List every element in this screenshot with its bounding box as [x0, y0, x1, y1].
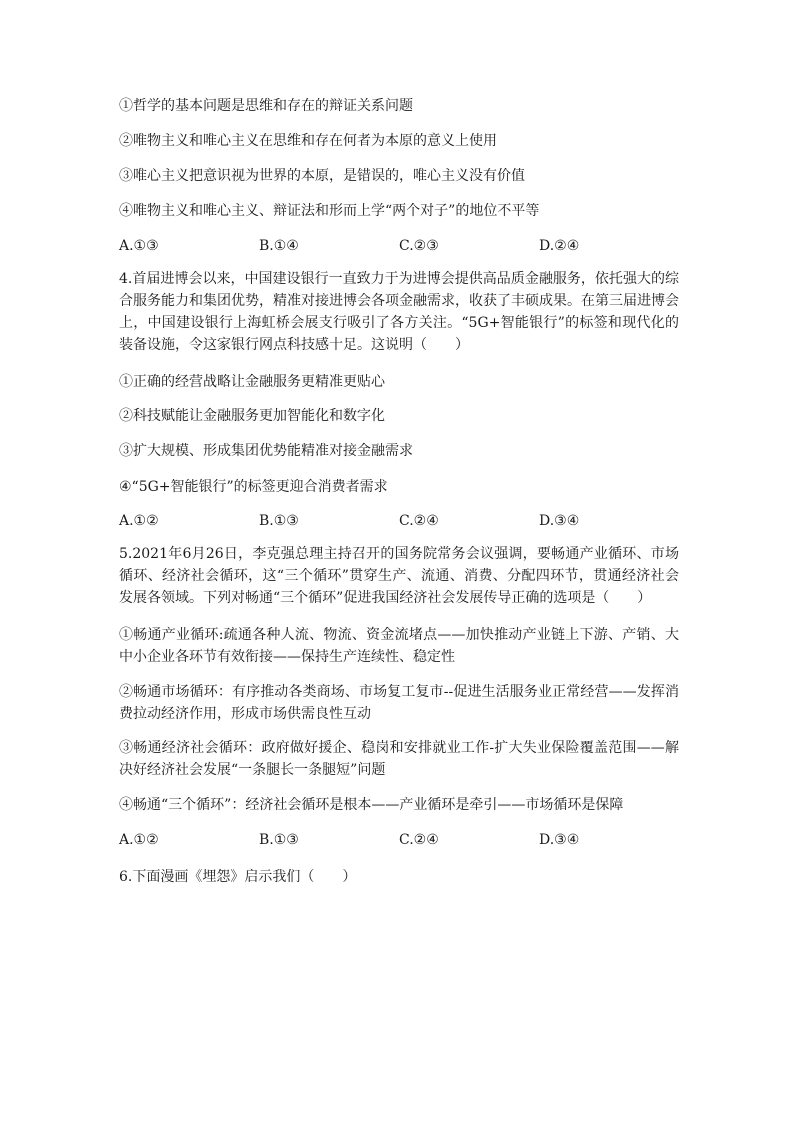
q5-option-d: D.③④	[539, 832, 580, 848]
q3-statement-2: ②唯物主义和唯心主义在思维和存在何者为本原的意义上使用	[119, 133, 497, 149]
q5-statement-1: ①畅通产业循环:疏通各种人流、物流、资金流堵点——加快推动产业链上下游、产销、大中小企业各环节有效衔接——保持生产连续性、稳定性	[119, 627, 679, 665]
q4-option-a: A.①②	[119, 513, 159, 529]
q4-stem: 4.首届进博会以来，中国建设银行一直致力于为进博会提供高品质金融服务，依托强大的综合服务能力和集团优势，精准对接进博会各项金融需求，收获了丰硕成果。在第三届进博会上，中国建设银行上海虹桥会展支行吸引了各方关注。“5G+智能银行”的标签和现代化的装备设施，令这家银行网点科技感十足。这说明（ ）	[119, 271, 679, 353]
q4-option-d: D.③④	[539, 513, 580, 529]
q4-statement-4: ④“5G+智能银行”的标签更迎合消费者需求	[119, 479, 388, 495]
q3-statement-3: ③唯心主义把意识视为世界的本原，是错误的，唯心主义没有价值	[119, 168, 525, 184]
q5-options	[119, 829, 679, 851]
q5-option-c: C.②④	[399, 832, 439, 848]
q5-statement-4: ④畅通“三个循环”：经济社会循环是根本——产业循环是牵引——市场循环是保障	[119, 797, 624, 813]
q3-option-b: B.①④	[259, 238, 299, 254]
q3-option-a: A.①③	[119, 238, 159, 254]
q5-option-b: B.①③	[259, 832, 299, 848]
q4-option-c: C.②④	[399, 513, 439, 529]
q4-statement-2: ②科技赋能让金融服务更加智能化和数字化	[119, 408, 385, 424]
q3-statement-1: ①哲学的基本问题是思维和存在的辩证关系问题	[119, 98, 413, 114]
q5-option-a: A.①②	[119, 832, 159, 848]
q5-statement-2: ②畅通市场循环：有序推动各类商场、市场复工复市--促进生活服务业正常经营——发挥消费拉动经济作用，形成市场供需良性互动	[119, 684, 679, 722]
q4-statement-3: ③扩大规模、形成集团优势能精准对接金融需求	[119, 443, 413, 459]
q3-option-d: D.②④	[539, 238, 580, 254]
q3-options	[119, 235, 679, 257]
q4-statement-1: ①正确的经营战略让金融服务更精准更贴心	[119, 374, 385, 390]
q4-options	[119, 510, 679, 532]
q3-option-c: C.②③	[399, 238, 439, 254]
q3-statement-4: ④唯物主义和唯心主义、辩证法和形而上学“两个对子”的地位不平等	[119, 203, 540, 219]
q5-stem: 5.2021年6月26日，李克强总理主持召开的国务院常务会议强调，要畅通产业循环、市场循环、经济社会循环，这“三个循环”贯穿生产、流通、消费、分配四环节，贯通经济社会发展各领域。下列对畅通“三个循环”促进我国经济社会发展传导正确的选项是（ ）	[119, 546, 679, 606]
q6-stem: 6.下面漫画《埋怨》启示我们（ ）	[119, 869, 357, 885]
q5-statement-3: ③畅通经济社会循环：政府做好援企、稳岗和安排就业工作-扩大失业保险覆盖范围——解决好经济社会发展“一条腿长一条腿短”问题	[119, 740, 679, 778]
q4-option-b: B.①③	[259, 513, 299, 529]
